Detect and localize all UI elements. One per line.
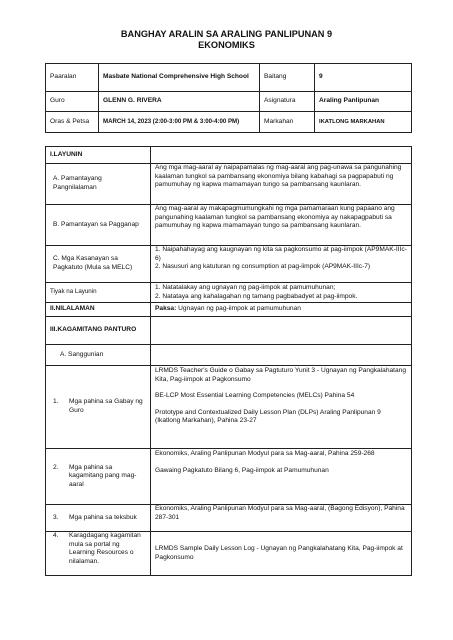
label-text: A. Pamantayang Pangnilalaman bbox=[53, 175, 102, 191]
kagamitang-item-1: Ekonomiks, Araling Panlipunan Modyul para sa Mag-aaral, Pahina 259-268 bbox=[155, 450, 375, 457]
paaralan-value: Masbate National Comprehensive High School bbox=[99, 64, 260, 92]
kagamitang-pang-mag-aaral-label-text: Mga pahina sa kagamitang pang mag-aaral bbox=[69, 463, 137, 488]
pamantayan-sa-pagganap-label: B. Pamantayan sa Pagganap bbox=[46, 205, 151, 246]
layunin-heading: I.LAYUNIN bbox=[46, 147, 151, 164]
lesson-plan-table bbox=[45, 146, 412, 576]
paksa-cell bbox=[151, 303, 412, 317]
markahan-label: Markahan bbox=[260, 112, 315, 133]
pamantayan-sa-pagganap-text: Ang mag-aaral ay makapagmumungkahi ng mga pamamaraan kung papaano ang pangunahing kaalaman tungkol sa pambansang ekonomiya ay nakapagpabuti sa pamumuhay ng kapwa mamamayan tungo sa pambansang kaunlaran. bbox=[151, 205, 412, 246]
guro-value: GLENN G. RIVERA bbox=[99, 92, 260, 112]
gabay-item-2: BE-LCP Most Essential Learning Competencies (MELCs) Pahina 54 bbox=[155, 392, 355, 400]
gabay-sa-guro-label: 1. Mga pahina sa Gabay ng Guro bbox=[46, 366, 151, 449]
guro-label: Guro bbox=[46, 92, 99, 112]
teksbuk-label-text: Mga pahina sa teksbuk bbox=[69, 513, 137, 521]
kagamitang-item-2: Gawaing Pagkatuto Bilang 6, Pag-iimpok at Pamumuhunan bbox=[155, 466, 329, 474]
karagdagang-kagamitan-label: 4. Karagdagang kagamitan mula sa portal ng Learning Resources o nilalaman. bbox=[46, 532, 151, 576]
baitang-value: 9 bbox=[315, 64, 412, 92]
asignatura-label: Asignatura bbox=[260, 92, 315, 112]
teksbuk-text: Ekonomiks, Araling Panlipunan Modyul para sa Mag-aaral, (Bagong Edisyon), Pahina 287-301 bbox=[151, 505, 412, 532]
pamantayang-pangnilalaman-text: Ang mga mag-aaral ay naipapamalas ng mag-aaral ang pag-unawa sa pangunahing kaalaman tungkol sa pambansang ekonomiya bilang kabahagi sa pagpapabuti ng pamumuhay ng kapwa mamamayan tungo sa pambansang kaunlaran. bbox=[151, 164, 412, 205]
karagdagang-kagamitan-label-text: Karagdagang kagamitan mula sa portal ng Learning Resources o nilalaman. bbox=[69, 532, 141, 565]
asignatura-value: Araling Panlipunan bbox=[315, 92, 412, 112]
document-subtitle: EKONOMIKS bbox=[198, 40, 255, 50]
empty-cell bbox=[151, 345, 412, 366]
paksa-label: Paksa: bbox=[155, 305, 177, 313]
gabay-item-3: Prototype and Contextualized Daily Lesson Plan (DLPs) Araling Panlipunan 9 (Ikatlong Markahan), Pahina 23-27 bbox=[155, 408, 381, 425]
gabay-sa-guro-text bbox=[151, 366, 412, 449]
paksa-text: Ugnayan ng pag-iimpok at pamumuhunan bbox=[176, 305, 301, 313]
baitang-label: Baitang bbox=[260, 64, 315, 92]
sanggunian-label: A. Sanggunian bbox=[46, 345, 151, 366]
tiyak-item-1: 1. Natatalakay ang ugnayan ng pag-iimpok at pamumuhunan; bbox=[155, 283, 336, 291]
paaralan-label: Paaralan bbox=[46, 64, 99, 92]
empty-cell bbox=[151, 147, 412, 164]
markahan-value: IKATLONG MARKAHAN bbox=[315, 112, 412, 133]
header-table bbox=[45, 63, 412, 133]
oras-value: MARCH 14, 2023 (2:00-3:00 PM & 3:00-4:00 PM) bbox=[99, 112, 260, 133]
kasanayan-item-1: 1. Naipahahayag ang kaugnayan ng kita sa pagkonsumo at pag-iimpok (AP9MAK-IIIc-6) bbox=[155, 246, 407, 262]
mga-kasanayan-text bbox=[151, 246, 412, 283]
kasanayan-item-2: 2. Nasusuri ang katuturan ng consumption at pag-iimpok (AP9MAK-IIIc-7) bbox=[155, 263, 371, 271]
oras-label: Oras & Petsa bbox=[46, 112, 99, 133]
nilalaman-heading: II.NILALAMAN bbox=[46, 303, 151, 317]
empty-cell bbox=[151, 317, 412, 345]
tiyak-na-layunin-text bbox=[151, 283, 412, 303]
tiyak-na-layunin-label: Tiyak na Layunin bbox=[46, 283, 151, 303]
gabay-sa-guro-label-text: Mga pahina sa Gabay ng Guro bbox=[69, 398, 143, 414]
tiyak-item-2: 2. Natataya ang kahalagahan ng tamang pagbabadyet at pag-iimpok. bbox=[155, 292, 358, 300]
gabay-item-1: LRMDS Teacher's Guide o Gabay sa Pagtuturo Yunit 3 - Ugnayan ng Pangkalahatang Kita, Pag-iimpok at Pagkonsumo bbox=[155, 367, 407, 383]
kagamitang-pang-mag-aaral-text bbox=[151, 449, 412, 505]
document-title: BANGHAY ARALIN SA ARALING PANLIPUNAN 9 bbox=[120, 29, 333, 39]
kagamitang-heading: III.KAGAMITANG PANTURO bbox=[46, 317, 151, 345]
karagdagang-kagamitan-text: LRMDS Sample Daily Lesson Log - Ugnayan ng Pangkalahatang Kita, Pag-iimpok at Pagkonsumo bbox=[151, 532, 412, 576]
teksbuk-label: 3. Mga pahina sa teksbuk bbox=[46, 505, 151, 532]
mga-kasanayan-label: C. Mga Kasanayan sa Pagkatuto (Mula sa MELC) bbox=[46, 246, 151, 283]
kagamitang-pang-mag-aaral-label: 2. Mga pahina sa kagamitang pang mag-aaral bbox=[46, 449, 151, 505]
pamantayang-pangnilalaman-label bbox=[46, 164, 151, 205]
